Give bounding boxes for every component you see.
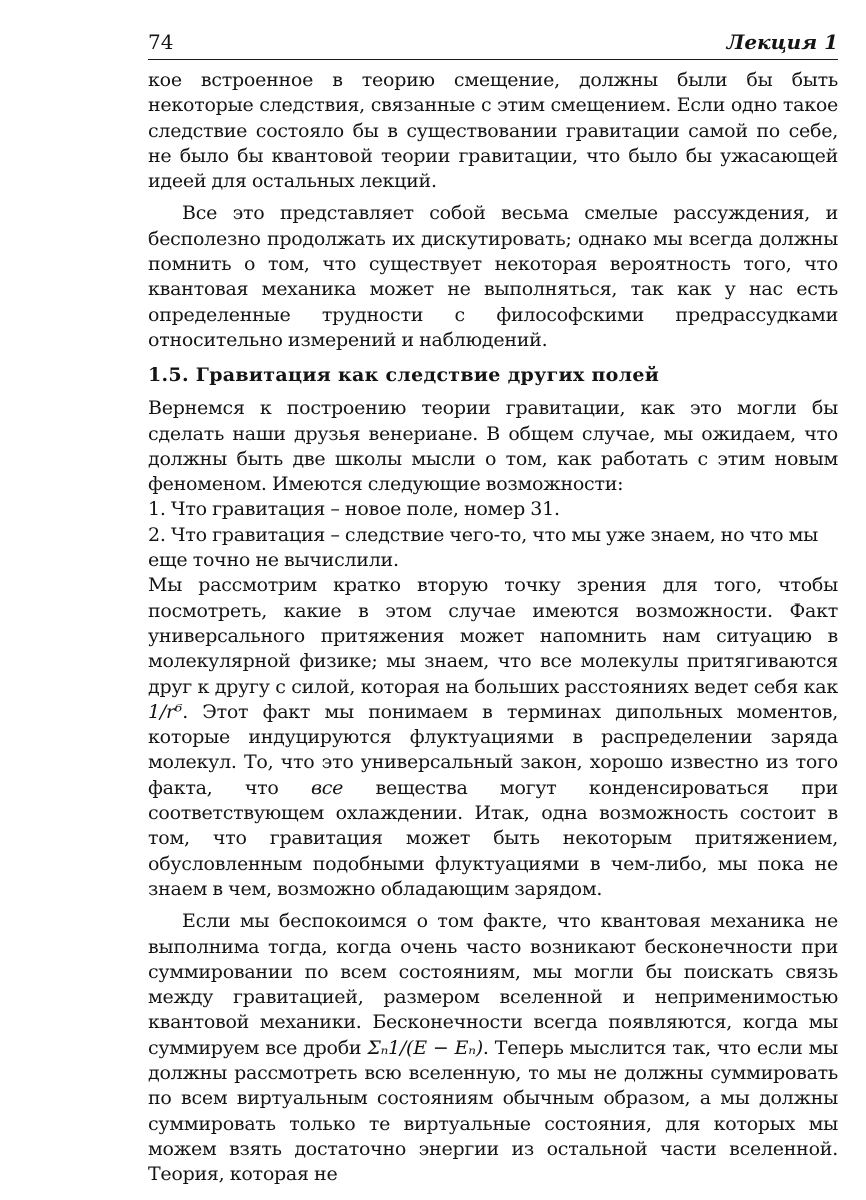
formula-inverse-r6: 1/r⁶ — [148, 700, 183, 723]
paragraph-2: Все это представляет собой весьма смелые рассуждения, и бесполезно продолжать их дискутировать; однако мы всегда должны помнить о том, что существует некоторая вероятность того, что квантовая механика может не выполняться, так как у нас есть определенные трудности с философскими предрассудками относительно измерений и наблюдений. — [148, 202, 838, 351]
paragraph-3: Вернемся к построению теории гравитации, как это могли бы сделать наши друзья венериане. В общем случае, мы ожидаем, что должны быть две школы мысли о том, как работать с этим новым феноменом. Имеются следующие возможности: — [148, 397, 838, 496]
paragraph-5-text-b: . Теперь мыслится так, что если мы должны рассмотреть всю вселенную, то мы не должны суммировать по всем виртуальным состояниям обычным образом, а мы должны суммировать только те виртуальные состояния, для которых мы можем взять достаточно энергии из остальной части вселенной. Теория, которая не — [148, 1036, 838, 1186]
running-title: Лекция 1 — [726, 30, 838, 54]
paragraph-5 — [148, 909, 838, 1187]
emphasis-word: все — [310, 776, 344, 799]
paragraph-5-text-a: Если мы беспокоимся о том факте, что квантовая механика не выполнима тогда, когда очень часто возникают бесконечности при суммировании по всем состояниям, мы могли бы поискать связь между гравитацией, размером вселенной и неприменимостью квантовой механики. Бесконечности всегда появляются, когда мы суммируем все дроби — [148, 910, 838, 1059]
book-page — [148, 30, 838, 1187]
paragraph-4-text-c: вещества могут конденсироваться при соответствующем охлаждении. Итак, одна возможность состоит в том, что гравитация может быть некоторым притяжением, обусловленным подобными флуктуациями в чем-либо, мы пока не знаем в чем, возможно обладающим зарядом. — [148, 776, 838, 900]
page-header — [148, 30, 838, 60]
paragraph-4-text-b: . Этот факт мы понимаем в терминах дипольных моментов, которые индуцируются флуктуациями в распределении заряда молекул. То, что это универсальный закон, хорошо известно из того факта, что — [148, 700, 838, 799]
list-item-1: 1. Что гравитация – новое поле, номер 31. — [148, 498, 560, 521]
page-number: 74 — [148, 30, 174, 54]
section-heading: 1.5. Гравитация как следствие других полей — [148, 364, 660, 387]
list-item-2: 2. Что гравитация – следствие чего-то, что мы уже знаем, но что мы еще точно не вычислили. — [148, 523, 819, 572]
formula-sum: Σₙ1/(E − Eₙ) — [367, 1036, 483, 1059]
paragraph-4-text-a: Мы рассмотрим кратко вторую точку зрения для того, чтобы посмотреть, какие в этом случае имеются возможности. Факт универсального притяжения может напомнить нам ситуацию в молекулярной физике; мы знаем, что все молекулы притягиваются друг к другу с силой, которая на больших расстояниях ведет себя как — [148, 574, 838, 698]
paragraph-1: кое встроенное в теорию смещение, должны были бы быть некоторые следствия, связанные с этим смещением. Если одно такое следствие состояло бы в существовании гравитации самой по себе, не было бы квантовой теории гравитации, что было бы ужасающей идеей для остальных лекций. — [148, 69, 838, 193]
paragraph-4 — [148, 573, 838, 902]
